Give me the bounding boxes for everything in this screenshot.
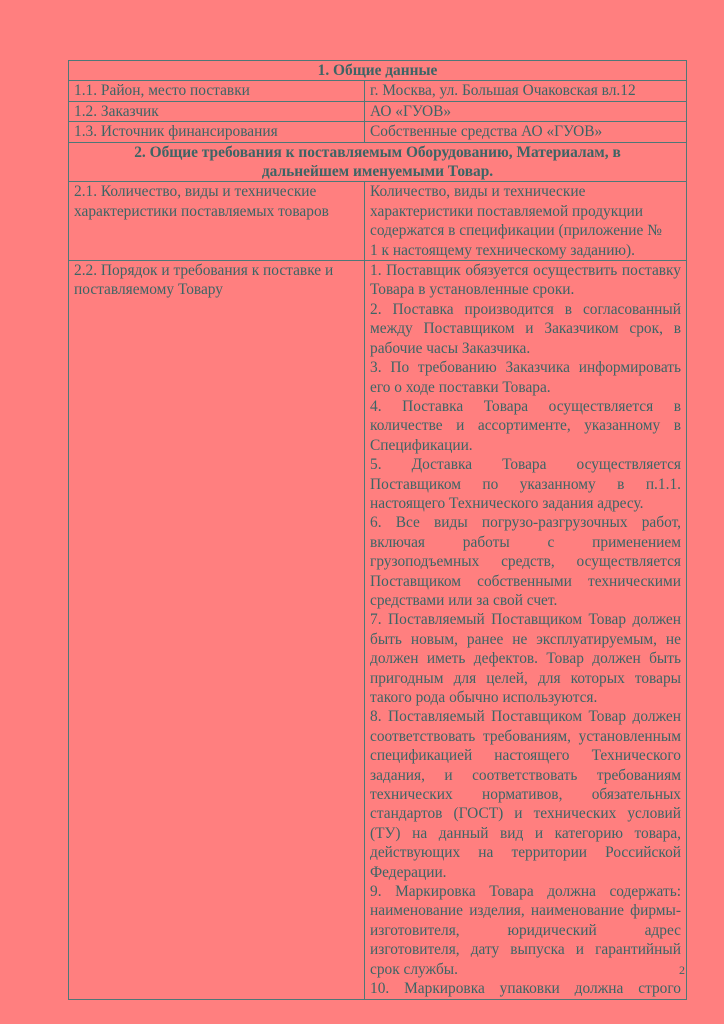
table-row xyxy=(69,261,687,999)
row-label: 1.3. Источник финансирования xyxy=(69,122,365,142)
list-item: 10. Маркировка упаковки должна строго xyxy=(370,980,681,998)
list-item: 6. Все виды погрузо-разгрузочных работ, включая работы с применением грузоподъемных средств, осуществляется Поставщиком собственными техническими средствами или за свой счет. xyxy=(370,514,681,609)
row-label: 1.1. Район, место поставки xyxy=(69,81,365,101)
row-value: Количество, виды и технические характеристики поставляемой продукции содержатся в спецификации (приложение № 1 к настоящему техническому заданию). xyxy=(365,182,687,261)
row-label: 2.1. Количество, виды и технические характеристики поставляемых товаров xyxy=(69,182,365,261)
requirements-list xyxy=(365,261,687,999)
list-item: 4. Поставка Товара осуществляется в количестве и ассортименте, указанному в Спецификации. xyxy=(370,397,681,454)
section1-heading: 1. Общие данные xyxy=(69,61,687,81)
list-item: 5. Доставка Товара осуществляется Поставщиком по указанному в п.1.1. настоящего Технического задания адресу. xyxy=(370,456,681,512)
section2-heading: 2. Общие требования к поставляемым Оборудованию, Материалам, в дальнейшем именуемыми Товар. xyxy=(69,142,687,182)
list-item: 3. По требованию Заказчика информировать его о ходе поставки Товара. xyxy=(370,359,681,396)
row-value: Собственные средства АО «ГУОВ» xyxy=(365,122,687,142)
table-row xyxy=(69,122,687,142)
row-label: 1.2. Заказчик xyxy=(69,101,365,121)
table-row xyxy=(69,182,687,261)
table-row xyxy=(69,101,687,121)
list-item: 9. Маркировка Товара должна содержать: наименование изделия, наименование фирмы-изготовителя, юридический адрес изготовителя, дату выпуска и гарантийный срок службы. xyxy=(370,883,681,978)
row-value: АО «ГУОВ» xyxy=(365,101,687,121)
list-item: 7. Поставляемый Поставщиком Товар должен быть новым, ранее не эксплуатируемым, не должен иметь дефектов. Товар должен быть пригодным для целей, для которых товары такого рода обычно используются. xyxy=(370,611,681,706)
table-row xyxy=(69,81,687,101)
page-number: 2 xyxy=(679,963,685,977)
list-item: 1. Поставщик обязуется осуществить поставку Товара в установленные сроки. xyxy=(370,262,681,299)
list-item: 8. Поставляемый Поставщиком Товар должен соответствовать требованиям, установленным спецификацией настоящего Технического задания, и соответствовать требованиям технических нормативов, обязательных стандартов (ГОСТ) и технических условий (ТУ) на данный вид и категорию товара, действующих на территории Российской Федерации. xyxy=(370,708,681,881)
requirements-table xyxy=(68,60,687,1000)
row-value: г. Москва, ул. Большая Очаковская вл.12 xyxy=(365,81,687,101)
list-item: 2. Поставка производится в согласованный между Поставщиком и Заказчиком срок, в рабочие часы Заказчика. xyxy=(370,300,681,357)
row-label: 2.2. Порядок и требования к поставке и поставляемому Товару xyxy=(69,261,365,999)
